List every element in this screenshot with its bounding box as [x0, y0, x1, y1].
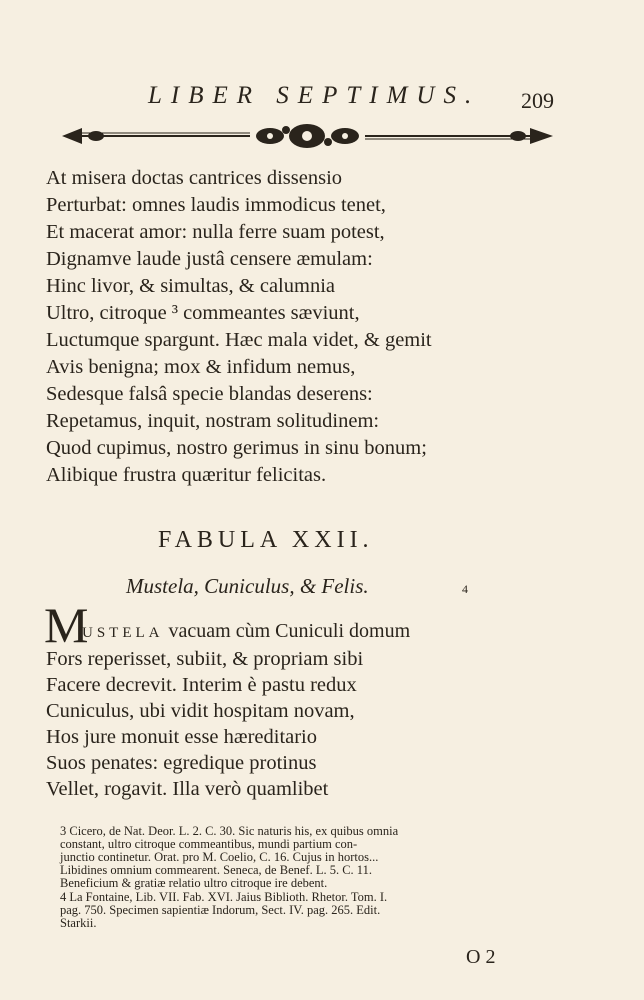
- decorative-rule-ornament: [60, 116, 555, 156]
- fable-line: Hos jure monuit esse hæreditario: [46, 726, 318, 748]
- page-number: 209: [521, 88, 554, 113]
- verse-line: Et macerat amor: nulla ferre suam potest,: [46, 221, 385, 243]
- first-line-text: vacuam cùm Cuniculi domum: [168, 620, 411, 642]
- verse-line: Dignamve laude justâ censere æmulam:: [46, 248, 373, 270]
- verse-line: Perturbat: omnes laudis immodicus tenet,: [46, 194, 386, 216]
- footnote-line: Libidines omnium commearent. Seneca, de Benef. L. 5. C. 11.: [60, 863, 372, 877]
- verse-line: Alibique frustra quæritur felicitas.: [46, 464, 327, 486]
- verse-line: Quod cupimus, nostro gerimus in sinu bonum;: [46, 437, 427, 459]
- footnote-line: constant, ultro citroque commeantibus, mundi partium con-: [60, 837, 358, 851]
- fable-line: Cuniculus, ubi vidit hospitam novam,: [46, 700, 355, 722]
- verse-line: Luctumque spargunt. Hæc mala videt, & gemit: [46, 329, 432, 351]
- drop-cap: M: [44, 597, 89, 653]
- footnote-line: 4 La Fontaine, Lib. VII. Fab. XVI. Jaius Biblioth. Rhetor. Tom. I.: [60, 890, 388, 904]
- footnote-line: Beneficium & gratiæ relatio ultro citroque ire debent.: [60, 876, 328, 890]
- footnote-line: junctio continetur. Orat. pro M. Coelio, C. 16. Cujus in hortos...: [60, 850, 379, 864]
- verse-line: Sedesque falsâ specie blandas deserens:: [46, 383, 373, 405]
- fable-line: Facere decrevit. Interim è pastu redux: [46, 674, 357, 696]
- fable-line: Suos penates: egredique protinus: [46, 752, 317, 774]
- fable-title: FABULA XXII.: [158, 527, 374, 553]
- footnote-reference-marker: 4: [462, 582, 468, 596]
- running-title: LIBER SEPTIMUS.: [148, 82, 481, 109]
- fable-line: Fors reperisset, subiit, & propriam sibi: [46, 648, 364, 670]
- signature-mark: O 2: [466, 946, 496, 968]
- footnote-line: Starkii.: [60, 916, 97, 930]
- fable-first-line: [82, 620, 410, 643]
- verse-line: Repetamus, inquit, nostram solitudinem:: [46, 410, 380, 432]
- footnote-line: pag. 750. Specimen sapientiæ Indorum, Sect. IV. pag. 265. Edit.: [60, 903, 381, 917]
- first-word-smallcaps: USTELA: [82, 625, 164, 641]
- verse-line: Avis benigna; mox & infidum nemus,: [46, 356, 356, 378]
- fable-line: Vellet, rogavit. Illa verò quamlibet: [46, 778, 329, 800]
- verse-line: Hinc livor, & simultas, & calumnia: [46, 275, 335, 297]
- verse-line: Ultro, citroque ³ commeantes sæviunt,: [46, 302, 360, 324]
- footnote-line: 3 Cicero, de Nat. Deor. L. 2. C. 30. Sic naturis his, ex quibus omnia: [60, 824, 399, 838]
- fable-subtitle: Mustela, Cuniculus, & Felis.: [126, 574, 369, 598]
- verse-line: At misera doctas cantrices dissensio: [46, 167, 343, 189]
